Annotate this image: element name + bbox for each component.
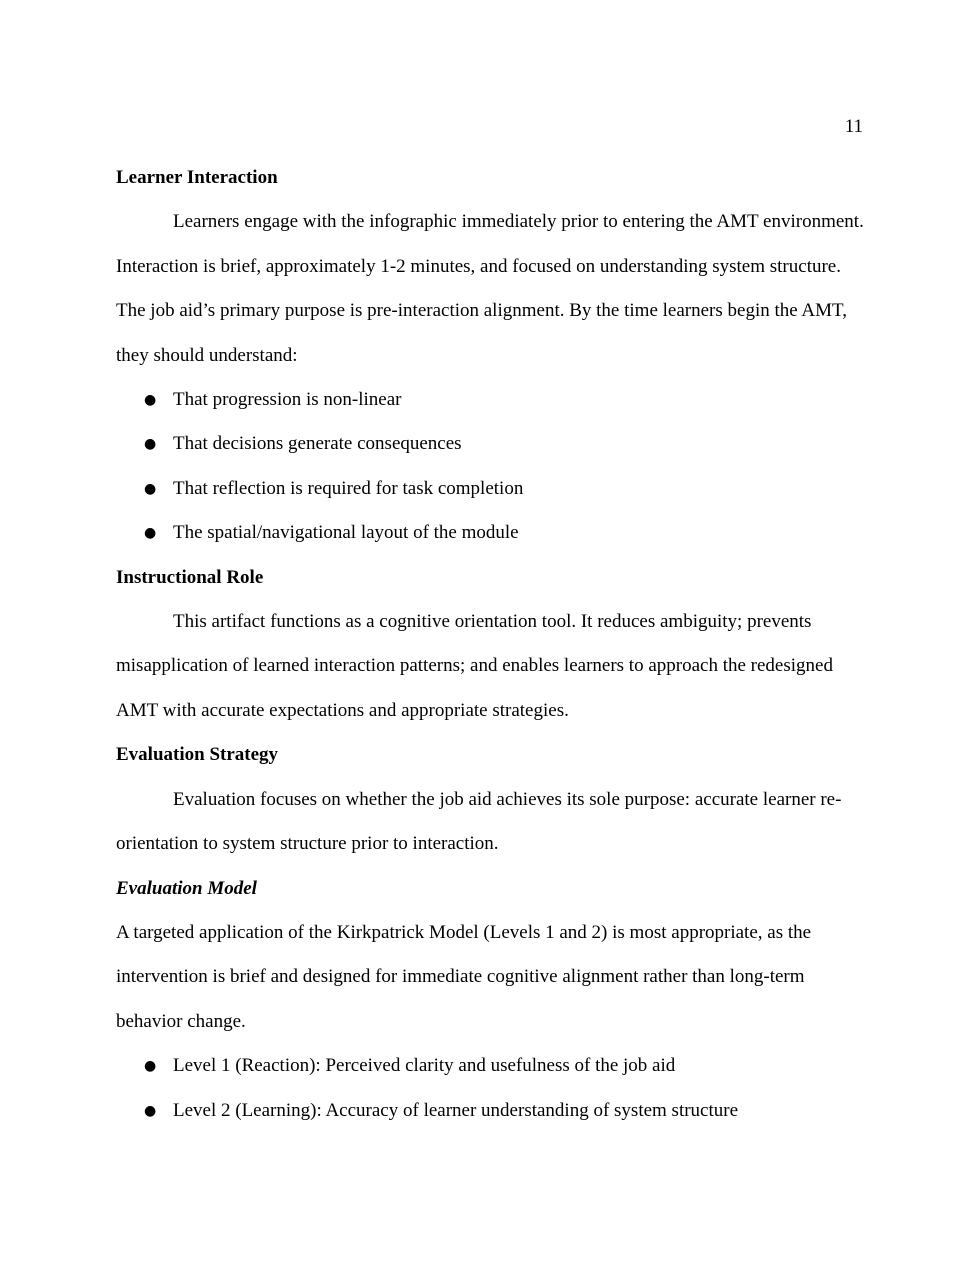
bullet-list-learner-understanding [116,378,864,556]
bullet-icon: ● [144,1102,157,1119]
bullet-icon: ● [144,480,157,497]
list-item [116,1089,864,1133]
list-item [116,378,864,422]
heading-evaluation-model: Evaluation Model [116,877,257,899]
list-item [116,1044,864,1088]
list-item-text: Level 2 (Learning): Accuracy of learner understanding of system structure [173,1099,739,1121]
list-item-text: That progression is non-linear [173,389,402,411]
heading-evaluation-strategy: Evaluation Strategy [116,744,279,766]
bullet-icon: ● [144,525,157,542]
list-item-text: Level 1 (Reaction): Perceived clarity and usefulness of the job aid [173,1055,676,1077]
bullet-icon: ● [144,1058,157,1075]
page-content [116,156,864,1133]
list-item-text: The spatial/navigational layout of the module [173,522,519,544]
bullet-icon: ● [144,436,157,453]
paragraph-evaluation-model: A targeted application of the Kirkpatrick Model (Levels 1 and 2) is most appropriate, as the intervention is brief and designed for immediate cognitive alignment rather than long-term behavior change. [116,921,812,1032]
list-item [116,422,864,466]
heading-learner-interaction: Learner Interaction [116,167,278,188]
list-item [116,511,864,555]
paragraph-evaluation-strategy: Evaluation focuses on whether the job aid achieves its sole purpose: accurate learner re-orientation to system structure prior to interaction. [116,788,842,855]
page-number: 11 [844,116,863,137]
bullet-icon: ● [144,392,157,409]
paragraph-learner-interaction: Learners engage with the infographic immediately prior to entering the AMT environment. Interaction is brief, approximately 1-2 minutes, and focused on understanding system structure. The job aid’s primary purpose is pre-interaction alignment. By the time learners begin the AMT, they should understand: [116,211,864,366]
list-item-text: That decisions generate consequences [173,433,462,455]
list-item-text: That reflection is required for task completion [173,477,524,499]
heading-instructional-role: Instructional Role [116,566,264,588]
list-item [116,467,864,511]
paragraph-instructional-role: This artifact functions as a cognitive orientation tool. It reduces ambiguity; prevents misapplication of learned interaction patterns; and enables learners to approach the redesigned AMT with accurate expectations and appropriate strategies. [116,611,833,721]
bullet-list-kirkpatrick-levels [116,1044,864,1133]
